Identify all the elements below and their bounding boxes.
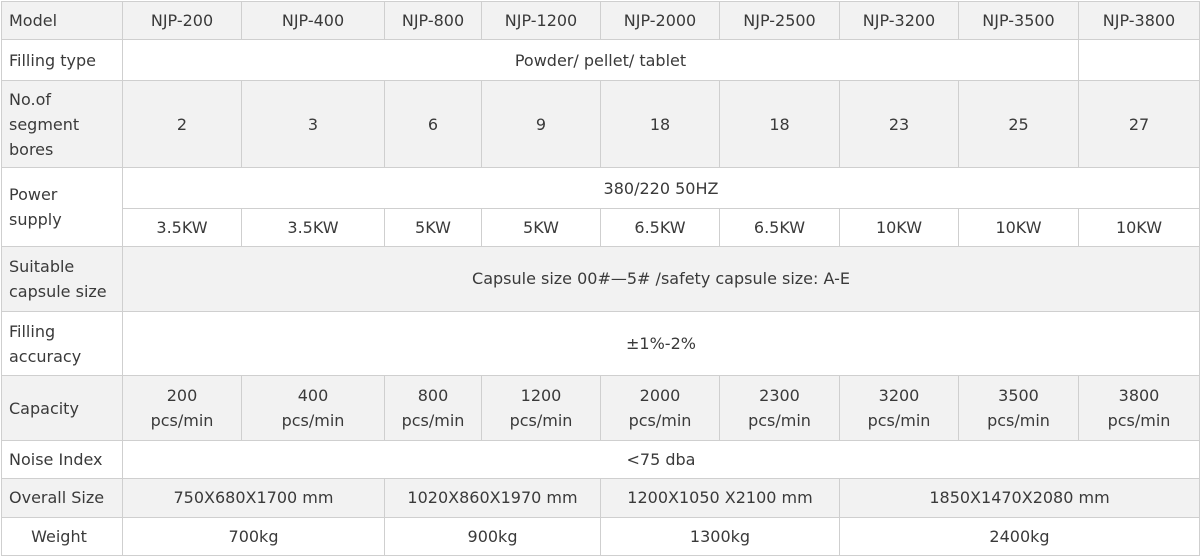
bores-cell: 27	[1079, 80, 1200, 168]
bores-cell: 23	[840, 80, 959, 168]
model-cell: NJP-200	[123, 2, 242, 40]
capacity-value: 3200	[878, 386, 920, 406]
capacity-cell	[840, 376, 959, 441]
weight-cell: 2400kg	[840, 517, 1200, 555]
bores-cell: 18	[601, 80, 720, 168]
power-cell: 3.5KW	[242, 208, 385, 246]
model-cell: NJP-2500	[720, 2, 840, 40]
power-cell: 5KW	[482, 208, 601, 246]
size-cell: 1020X860X1970 mm	[385, 479, 601, 517]
capacity-value: 400	[297, 386, 329, 406]
size-cell: 1200X1050 X2100 mm	[601, 479, 840, 517]
model-cell: NJP-3800	[1079, 2, 1200, 40]
capacity-unit: pcs/min	[150, 411, 214, 431]
label-line: segment	[9, 114, 80, 134]
weight-cell: 1300kg	[601, 517, 840, 555]
model-cell: NJP-1200	[482, 2, 601, 40]
model-cell: NJP-2000	[601, 2, 720, 40]
label-line: Filling	[9, 321, 56, 341]
capacity-value: 3500	[998, 386, 1039, 406]
size-cell: 750X680X1700 mm	[123, 479, 385, 517]
label-line: Suitable	[9, 256, 75, 276]
filling-type-empty-cell	[1079, 40, 1200, 80]
capacity-cell	[601, 376, 720, 441]
power-cell: 10KW	[840, 208, 959, 246]
bores-cell: 6	[385, 80, 482, 168]
power-supply-row	[2, 168, 1200, 208]
overall-size-row	[2, 479, 1200, 517]
filling-type-row	[2, 40, 1200, 80]
capsule-size-value: Capsule size 00#—5# /safety capsule size: A-E	[123, 247, 1200, 312]
label-line: accuracy	[9, 346, 82, 366]
capacity-unit: pcs/min	[401, 411, 465, 431]
power-voltage-value: 380/220 50HZ	[123, 168, 1200, 208]
label-line: bores	[9, 139, 54, 159]
capsule-size-row	[2, 247, 1200, 312]
label-line: Power	[9, 185, 58, 205]
capacity-cell	[1079, 376, 1200, 441]
label-line: capsule size	[9, 281, 107, 301]
capacity-unit: pcs/min	[509, 411, 573, 431]
capacity-value: 3800	[1118, 386, 1160, 406]
model-row	[2, 2, 1200, 40]
capacity-unit: pcs/min	[748, 411, 811, 431]
capacity-row	[2, 376, 1200, 441]
label-line: supply	[9, 210, 62, 230]
capacity-value: 2000	[639, 386, 681, 406]
capacity-unit: pcs/min	[628, 411, 692, 431]
capacity-cell	[482, 376, 601, 441]
bores-cell: 25	[959, 80, 1079, 168]
bores-cell: 18	[720, 80, 840, 168]
filling-accuracy-row	[2, 311, 1200, 376]
weight-cell: 900kg	[385, 517, 601, 555]
model-cell: NJP-3200	[840, 2, 959, 40]
spec-table	[1, 1, 1200, 556]
segment-bores-row	[2, 80, 1200, 168]
capacity-value: 200	[166, 386, 198, 406]
label-line: No.of	[9, 89, 51, 109]
power-cell: 3.5KW	[123, 208, 242, 246]
capacity-cell	[720, 376, 840, 441]
filling-type-value: Powder/ pellet/ tablet	[123, 40, 1079, 80]
filling-accuracy-value: ±1%-2%	[123, 311, 1200, 376]
noise-value: <75 dba	[123, 440, 1200, 478]
power-cell: 10KW	[959, 208, 1079, 246]
model-cell: NJP-400	[242, 2, 385, 40]
capacity-cell	[385, 376, 482, 441]
power-cell: 6.5KW	[601, 208, 720, 246]
weight-cell: 700kg	[123, 517, 385, 555]
size-cell: 1850X1470X2080 mm	[840, 479, 1200, 517]
row-label-overall-size: Overall Size	[2, 479, 123, 517]
capacity-value: 2300	[759, 386, 800, 406]
noise-row	[2, 440, 1200, 478]
power-cell: 10KW	[1079, 208, 1200, 246]
row-label-filling-accuracy	[2, 311, 123, 376]
capacity-cell	[959, 376, 1079, 441]
row-label-capsule-size	[2, 247, 123, 312]
capacity-value: 800	[417, 386, 449, 406]
capacity-unit: pcs/min	[867, 411, 931, 431]
bores-cell: 9	[482, 80, 601, 168]
row-label-model: Model	[2, 2, 123, 40]
row-label-power-supply	[2, 168, 123, 247]
model-cell: NJP-3500	[959, 2, 1079, 40]
row-label-segment-bores	[2, 80, 123, 168]
capacity-cell	[123, 376, 242, 441]
model-cell: NJP-800	[385, 2, 482, 40]
bores-cell: 3	[242, 80, 385, 168]
row-label-filling-type: Filling type	[2, 40, 123, 80]
row-label-capacity: Capacity	[2, 376, 123, 441]
power-cell: 6.5KW	[720, 208, 840, 246]
bores-cell: 2	[123, 80, 242, 168]
capacity-unit: pcs/min	[281, 411, 345, 431]
row-label-noise: Noise Index	[2, 440, 123, 478]
power-cell: 5KW	[385, 208, 482, 246]
capacity-value: 1200	[520, 386, 562, 406]
capacity-unit: pcs/min	[1107, 411, 1171, 431]
power-kw-row	[2, 208, 1200, 246]
capacity-unit: pcs/min	[987, 411, 1050, 431]
row-label-weight: Weight	[2, 517, 123, 555]
weight-row	[2, 517, 1200, 555]
capacity-cell	[242, 376, 385, 441]
